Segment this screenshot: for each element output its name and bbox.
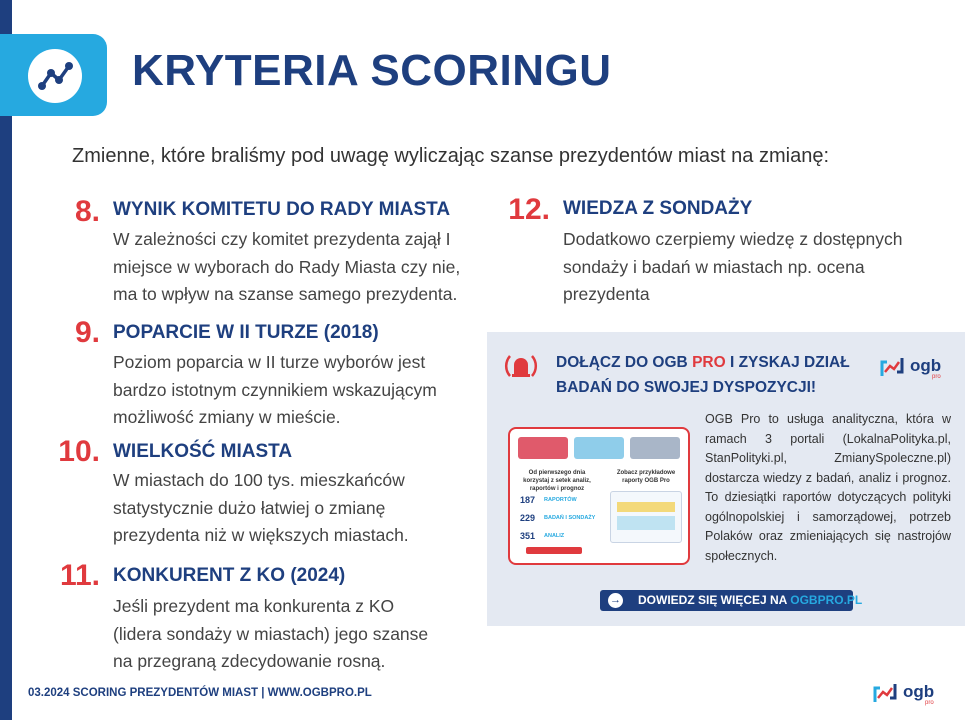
cta-link[interactable]: OGBPRO.PL [790,593,863,607]
promo-box [487,332,965,626]
footer-text: 03.2024 SCORING PREZYDENTÓW MIAST | WWW.OGBPRO.PL [28,687,372,699]
criterion-line: W zależności czy komitet prezydenta zajął I [113,229,451,249]
criterion-title: WIELKOŚĆ MIASTA [113,441,293,462]
mock-right-heading: Zobacz przykładowe raporty OGB Pro [616,470,676,484]
criterion-text [113,226,493,309]
criterion-number: 11. [59,559,100,592]
promo-heading-pro: PRO [692,354,726,371]
ogb-pro-logo [879,354,949,384]
criterion-text [113,349,473,432]
criterion-line: prezydenta [563,284,650,304]
learn-more-button[interactable] [600,590,863,611]
cta-text: DOWIEDZ SIĘ WIĘCEJ NA [638,593,791,607]
criterion-line: statystycznie dużo łatwiej o zmianę [113,497,386,518]
report-preview-image [508,427,690,565]
mock-stat-label: RAPORTÓW [544,497,577,503]
promo-heading-line1 [556,350,856,375]
criterion-title: POPARCIE W II TURZE (2018) [113,322,379,343]
criterion-line: (lidera sondaży w miastach) jego szanse [113,623,429,644]
criterion-text [563,226,943,309]
criterion-line: miejsce w wyborach do Rady Miasta czy nie, [113,256,461,277]
criterion-line: na przegraną zdecydowanie rosną. [113,651,386,671]
title-badge [0,34,107,116]
arrow-right-icon: → [610,594,621,606]
promo-description: OGB Pro to usługa analityczna, która w ramach 3 portali (LokalnaPolityka.pl, StanPolityki.pl, ZmianySpoleczne.pl) dostarcza wiedzy z badań, analiz i prognoz. To dziesiątki raportów dotyczących polityki ogólnopolskiej i samorządowej, potrzeb Polaków oraz zmieniających się nastrojów społecznych. [705,412,951,563]
logo-subtext: pro [932,374,941,380]
criterion-number: 12. [508,193,550,226]
criterion-title: KONKURENT Z KO (2024) [113,565,346,586]
criterion-number: 8. [74,195,100,228]
promo-heading-line2: BADAŃ DO SWOJEJ DYSPOZYCJI! [556,379,817,396]
portal-tile [574,437,624,459]
criterion-number: 10. [58,435,100,468]
criterion-line: Poziom poparcia w II turze wyborów jest [113,352,426,372]
portal-tile [518,437,568,459]
criterion-line: sondaży i badań w miastach np. ocena [563,256,865,277]
mock-stat-label: BADAŃ I SONDAŻY [544,515,596,521]
logo-text: ogb [903,682,935,701]
criterion-line: W miastach do 100 tys. mieszkańców [113,470,405,490]
alarm-icon [503,348,539,384]
promo-heading-text: I ZYSKAJ DZIAŁ [725,354,850,371]
promo-heading-text: DOŁĄCZ DO OGB [556,354,693,371]
page-title: KRYTERIA SCORINGU [132,46,612,95]
ogb-pro-footer-logo [872,678,942,710]
criterion-text [113,467,473,550]
mock-stat-label: ANALIZ [544,533,565,539]
criterion-number: 9. [74,316,100,349]
criterion-text [113,593,473,676]
mock-stat-value: 187 [520,495,536,505]
mock-report-card [610,491,682,543]
mock-red-button [526,547,582,554]
logo-text: ogb [910,356,942,375]
criterion-line: ma to wpływ na szanse samego prezydenta. [113,284,458,304]
mock-left-heading: Od pierwszego dnia korzystaj z setek analiz, raportów i prognoz [523,470,591,492]
portal-tile [630,437,680,459]
criterion-line: możliwość zmiany w mieście. [113,407,341,427]
cta-label [638,590,862,611]
criterion-line: prezydenta niż w większych miastach. [113,525,409,545]
criterion-line: bardzo istotnym czynnikiem wskazującym [113,379,437,400]
criterion-title: WYNIK KOMITETU DO RADY MIASTA [113,199,451,220]
criterion-line: Jeśli prezydent ma konkurenta z KO [113,596,395,616]
criterion-line: Dodatkowo czerpiemy wiedzę z dostępnych [563,229,903,249]
subtitle: Zmienne, które braliśmy pod uwagę wyliczając szanse prezydentów miast na zmianę: [72,145,830,167]
chart-line-icon [28,49,82,103]
criterion-title: WIEDZA Z SONDAŻY [563,198,753,219]
mock-stat-value: 229 [520,513,536,523]
logo-subtext: pro [925,700,934,706]
mock-stat-value: 351 [520,531,536,541]
promo-heading [556,350,856,400]
